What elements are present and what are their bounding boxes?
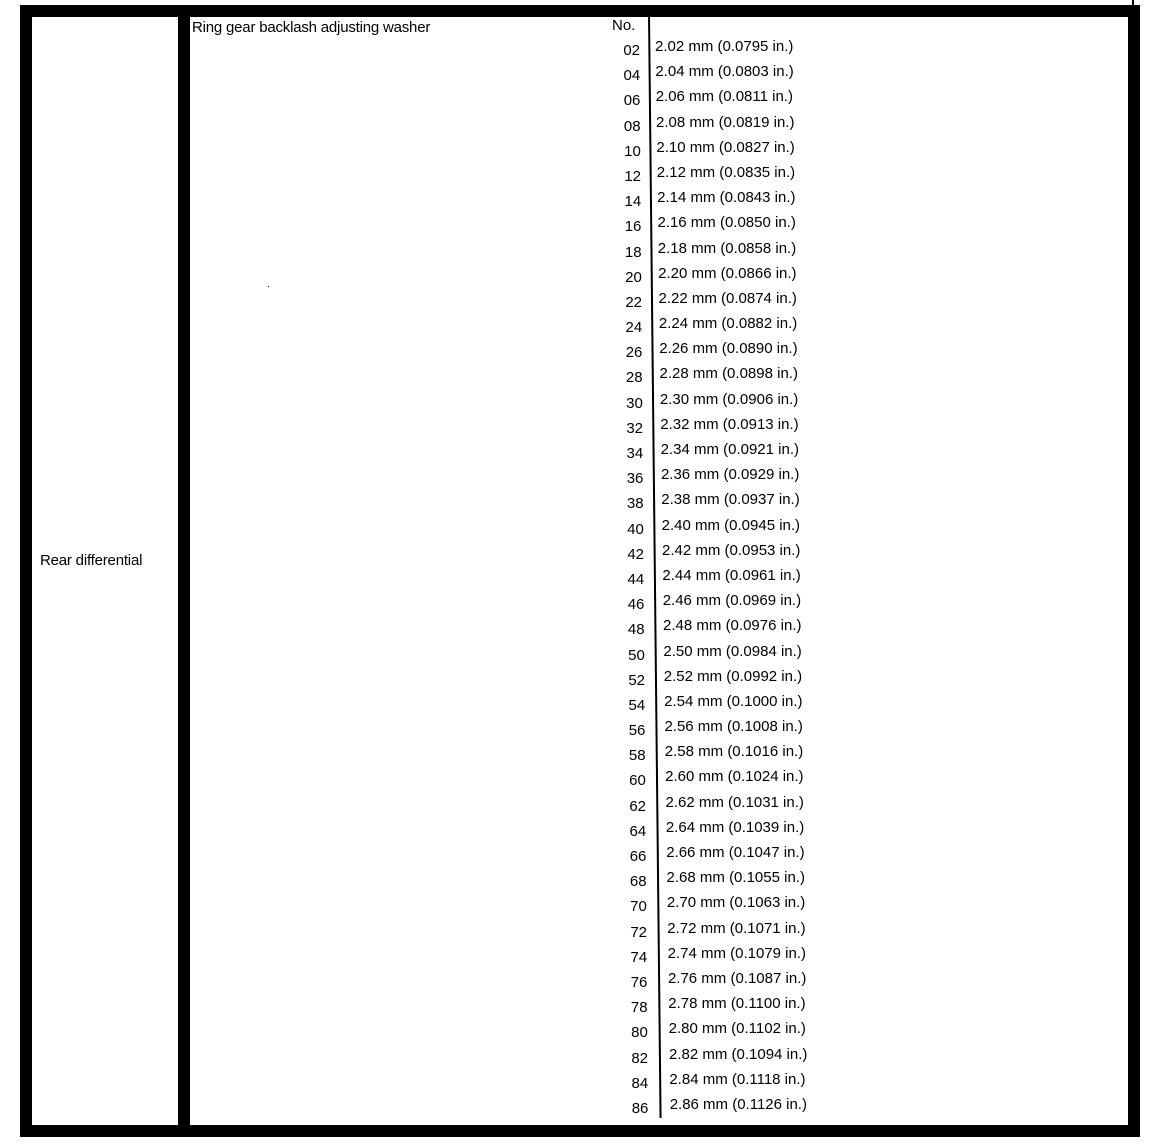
washer-size: 2.46 mm (0.0969 in.) xyxy=(662,592,802,610)
washer-number: 40 xyxy=(627,520,644,538)
washer-number: 36 xyxy=(626,470,644,488)
washer-size: 2.30 mm (0.0906 in.) xyxy=(659,390,799,408)
washer-size: 2.74 mm (0.1079 in.) xyxy=(667,944,806,962)
washer-number-list xyxy=(600,38,649,1121)
washer-number: 56 xyxy=(628,722,646,740)
washer-size: 2.42 mm (0.0953 in.) xyxy=(662,541,801,559)
washer-number: 72 xyxy=(630,923,647,941)
washer-number: 84 xyxy=(631,1074,649,1092)
washer-size: 2.86 mm (0.1126 in.) xyxy=(669,1095,807,1113)
washer-number: 38 xyxy=(626,495,644,513)
washer-number: 04 xyxy=(623,67,641,85)
washer-size: 2.32 mm (0.0913 in.) xyxy=(660,415,799,433)
washer-number: 54 xyxy=(628,696,646,714)
washer-size: 2.38 mm (0.0937 in.) xyxy=(661,491,800,509)
washer-number: 80 xyxy=(631,1024,648,1042)
washer-number: 52 xyxy=(628,671,645,689)
washer-number: 22 xyxy=(625,293,642,311)
washer-size: 2.44 mm (0.0961 in.) xyxy=(662,566,801,584)
washer-size: 2.02 mm (0.0795 in.) xyxy=(655,38,794,55)
row-label: Rear differential xyxy=(40,552,143,569)
scan-speck xyxy=(268,286,269,287)
washer-number: 34 xyxy=(626,445,644,462)
washer-size: 2.34 mm (0.0921 in.) xyxy=(660,441,799,458)
washer-size: 2.58 mm (0.1016 in.) xyxy=(664,743,804,761)
washer-size: 2.56 mm (0.1008 in.) xyxy=(664,718,803,736)
washer-number: 24 xyxy=(625,319,643,337)
washer-size: 2.20 mm (0.0866 in.) xyxy=(658,264,797,282)
washer-size: 2.82 mm (0.1094 in.) xyxy=(669,1045,808,1063)
number-column-header: No. xyxy=(612,17,636,34)
washer-number: 14 xyxy=(624,193,642,211)
washer-size: 2.14 mm (0.0843 in.) xyxy=(657,189,796,207)
washer-number: 82 xyxy=(631,1049,648,1067)
washer-size: 2.52 mm (0.0992 in.) xyxy=(663,667,803,685)
washer-number: 18 xyxy=(624,243,642,261)
washer-number: 30 xyxy=(626,394,643,412)
washer-size: 2.70 mm (0.1063 in.) xyxy=(666,894,806,912)
washer-number: 10 xyxy=(624,142,641,160)
column-divider xyxy=(178,10,190,1130)
washer-size: 2.60 mm (0.1024 in.) xyxy=(665,768,804,786)
washer-size: 2.36 mm (0.0929 in.) xyxy=(660,466,800,484)
washer-number: 64 xyxy=(629,822,647,840)
washer-size: 2.76 mm (0.1087 in.) xyxy=(667,969,807,987)
washer-number: 12 xyxy=(624,167,641,185)
washer-number: 44 xyxy=(627,570,645,588)
washer-number: 32 xyxy=(626,419,643,437)
washer-number: 08 xyxy=(623,117,641,135)
washer-size: 2.10 mm (0.0827 in.) xyxy=(656,138,795,156)
washer-size: 2.28 mm (0.0898 in.) xyxy=(659,365,798,383)
washer-size: 2.24 mm (0.0882 in.) xyxy=(658,315,798,333)
washer-number: 76 xyxy=(630,973,648,991)
washer-number: 26 xyxy=(625,344,643,362)
washer-size: 2.08 mm (0.0819 in.) xyxy=(656,113,795,131)
washer-number: 86 xyxy=(631,1099,649,1117)
washer-size: 2.84 mm (0.1118 in.) xyxy=(669,1070,806,1088)
washer-size: 2.62 mm (0.1031 in.) xyxy=(665,793,804,811)
washer-size: 2.72 mm (0.1071 in.) xyxy=(667,919,806,937)
washer-size: 2.66 mm (0.1047 in.) xyxy=(666,844,805,861)
washer-size: 2.26 mm (0.0890 in.) xyxy=(659,340,798,358)
washer-number: 60 xyxy=(629,772,646,790)
washer-size: 2.64 mm (0.1039 in.) xyxy=(665,818,805,836)
washer-number: 02 xyxy=(623,42,640,59)
washer-number: 28 xyxy=(625,369,643,387)
washer-number: 70 xyxy=(630,898,647,916)
washer-number: 48 xyxy=(627,621,645,639)
washer-number: 74 xyxy=(630,948,648,966)
washer-size: 2.40 mm (0.0945 in.) xyxy=(661,516,801,534)
washer-size: 2.06 mm (0.0811 in.) xyxy=(655,88,793,106)
washer-number: 46 xyxy=(627,596,645,614)
washer-number: 78 xyxy=(630,999,648,1017)
washer-size: 2.68 mm (0.1055 in.) xyxy=(666,869,805,887)
washer-size-list xyxy=(655,34,807,1117)
washer-size: 2.50 mm (0.0984 in.) xyxy=(663,642,802,660)
washer-number: 06 xyxy=(623,92,641,110)
washer-number: 66 xyxy=(629,848,647,865)
item-title: Ring gear backlash adjusting washer xyxy=(192,19,431,36)
washer-size: 2.18 mm (0.0858 in.) xyxy=(657,239,797,257)
washer-size: 2.78 mm (0.1100 in.) xyxy=(668,995,806,1013)
washer-number: 62 xyxy=(629,797,646,815)
washer-number: 42 xyxy=(627,545,644,563)
washer-number: 50 xyxy=(628,646,645,664)
washer-size: 2.22 mm (0.0874 in.) xyxy=(658,289,797,307)
washer-size: 2.48 mm (0.0976 in.) xyxy=(663,617,802,635)
washer-size: 2.54 mm (0.1000 in.) xyxy=(664,692,803,710)
washer-size: 2.16 mm (0.0850 in.) xyxy=(657,214,796,232)
washer-size: 2.04 mm (0.0803 in.) xyxy=(655,63,794,81)
washer-number: 20 xyxy=(625,268,642,286)
washer-number: 68 xyxy=(629,873,647,891)
washer-size: 2.80 mm (0.1102 in.) xyxy=(668,1020,806,1038)
washer-size: 2.12 mm (0.0835 in.) xyxy=(656,163,796,181)
washer-number: 58 xyxy=(628,747,646,765)
washer-number: 16 xyxy=(624,218,642,236)
